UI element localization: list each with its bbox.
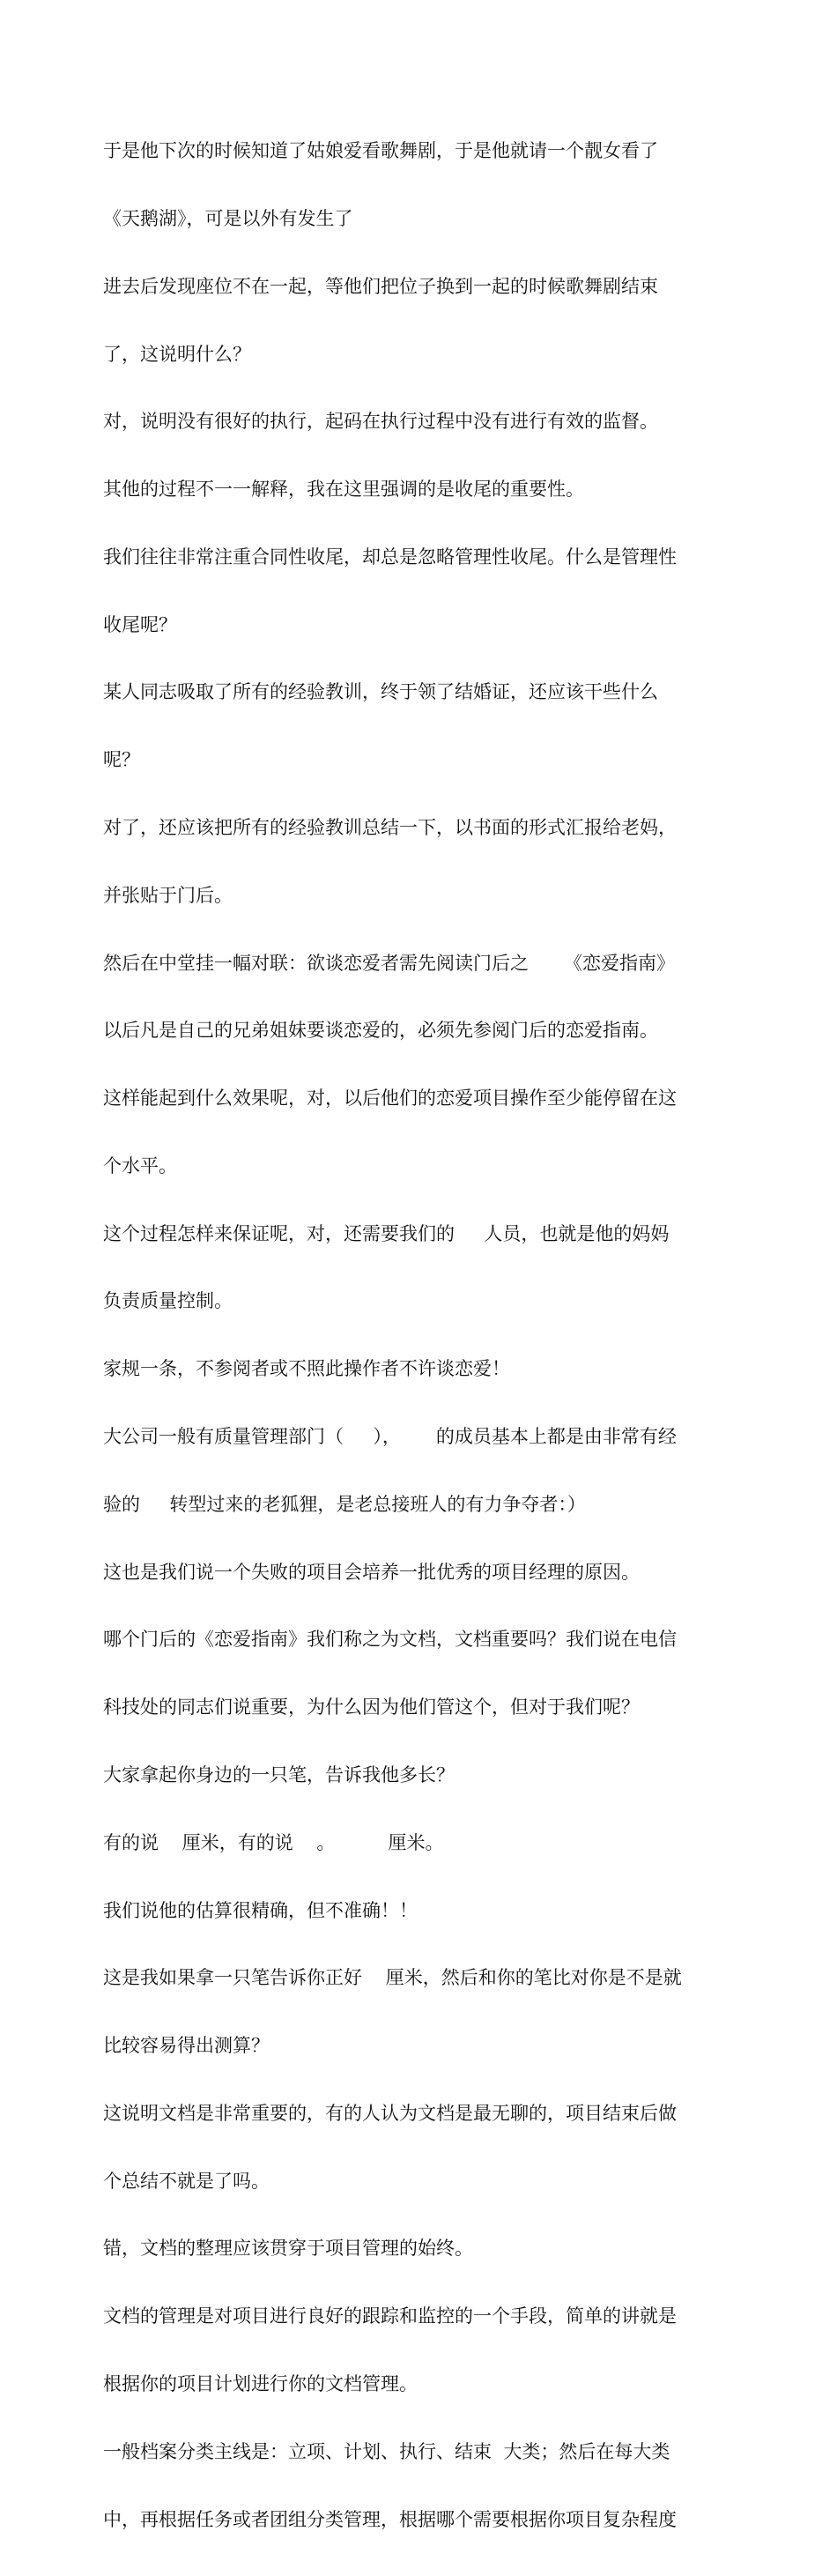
text-line: 个总结不就是了吗。 [103, 2170, 270, 2192]
text-line: 文档的管理是对项目进行良好的跟踪和监控的一个手段，简单的讲就是 [103, 2305, 677, 2327]
text-line: 哪个门后的《恋爱指南》我们称之为文档，文档重要吗？我们说在电信 [103, 1629, 677, 1651]
text-line: 科技处的同志们说重要，为什么因为他们管这个，但对于我们呢？ [103, 1696, 640, 1719]
text-line: 这个过程怎样来保证呢，对，还需要我们的 人员，也就是他的妈妈 [103, 1222, 670, 1244]
text-line: 呢？ [103, 749, 140, 771]
text-line: 这说明文档是非常重要的，有的人认为文档是最无聊的，项目结束后做 [103, 2102, 677, 2124]
text-line: 对，说明没有很好的执行，起码在执行过程中没有进行有效的监督。 [103, 411, 658, 433]
text-line: 收尾呢？ [103, 613, 177, 635]
text-line: 对了，还应该把所有的经验教训总结一下，以书面的形式汇报给老妈， [103, 817, 677, 838]
text-line: 这样能起到什么效果呢，对，以后他们的恋爱项目操作至少能停留在这 [103, 1088, 677, 1110]
text-line: 这也是我们说一个失败的项目会培养一批优秀的项目经理的原因。 [103, 1561, 640, 1583]
text-line: 错，文档的整理应该贯穿于项目管理的始终。 [103, 2238, 473, 2260]
text-line: 某人同志吸取了所有的经验教训，终于领了结婚证，还应该干些什么 [103, 681, 658, 703]
text-line: 以后凡是自己的兄弟姐妹要谈恋爱的，必须先参阅门后的恋爱指南。 [103, 1020, 658, 1042]
text-line: 并张贴于门后。 [103, 884, 233, 906]
text-line: 中，再根据任务或者团组分类管理，根据哪个需要根据你项目复杂程度 [103, 2508, 677, 2530]
text-line: 有的说 厘米，有的说 。 厘米。 [103, 1831, 444, 1853]
document-body [103, 95, 737, 2576]
text-line: 验的 转型过来的老狐狸，是老总接班人的有力争夺者：） [103, 1493, 586, 1515]
text-line: 根据你的项目计划进行你的文档管理。 [103, 2372, 418, 2394]
text-line: 然后在中堂挂一幅对联：欲谈恋爱者需先阅读门后之 《恋爱指南》 [103, 952, 676, 974]
text-line: 个水平。 [103, 1154, 177, 1177]
text-line: 比较容易得出测算？ [103, 2035, 270, 2057]
text-line: 大家拿起你身边的一只笔，告诉我他多长？ [103, 1763, 455, 1785]
text-line: 我们往往非常注重合同性收尾，却总是忽略管理性收尾。什么是管理性 [103, 546, 677, 568]
text-line: 一般档案分类主线是：立项、计划、执行、结束 大类；然后在每大类 [103, 2440, 670, 2462]
text-line: 家规一条，不参阅者或不照此操作者不许谈恋爱！ [103, 1358, 510, 1380]
text-line: 于是他下次的时候知道了姑娘爱看歌舞剧，于是他就请一个靓女看了 [103, 140, 658, 162]
text-line: 大公司一般有质量管理部门（ ）， 的成员基本上都是由非常有经 [103, 1426, 677, 1448]
text-line: 这是我如果拿一只笔告诉你正好 厘米，然后和你的笔比对你是不是就 [103, 1967, 682, 1989]
text-line: 进去后发现座位不在一起，等他们把位子换到一起的时候歌舞剧结束 [103, 275, 658, 297]
text-line: 负责质量控制。 [103, 1290, 233, 1312]
text-line: 其他的过程不一一解释，我在这里强调的是收尾的重要性。 [103, 479, 584, 501]
text-line: 《天鹅湖》，可是以外有发生了 [103, 207, 353, 229]
text-line: 我们说他的估算很精确，但不准确！！ [103, 1899, 418, 1921]
text-line: 了，这说明什么？ [103, 343, 251, 365]
